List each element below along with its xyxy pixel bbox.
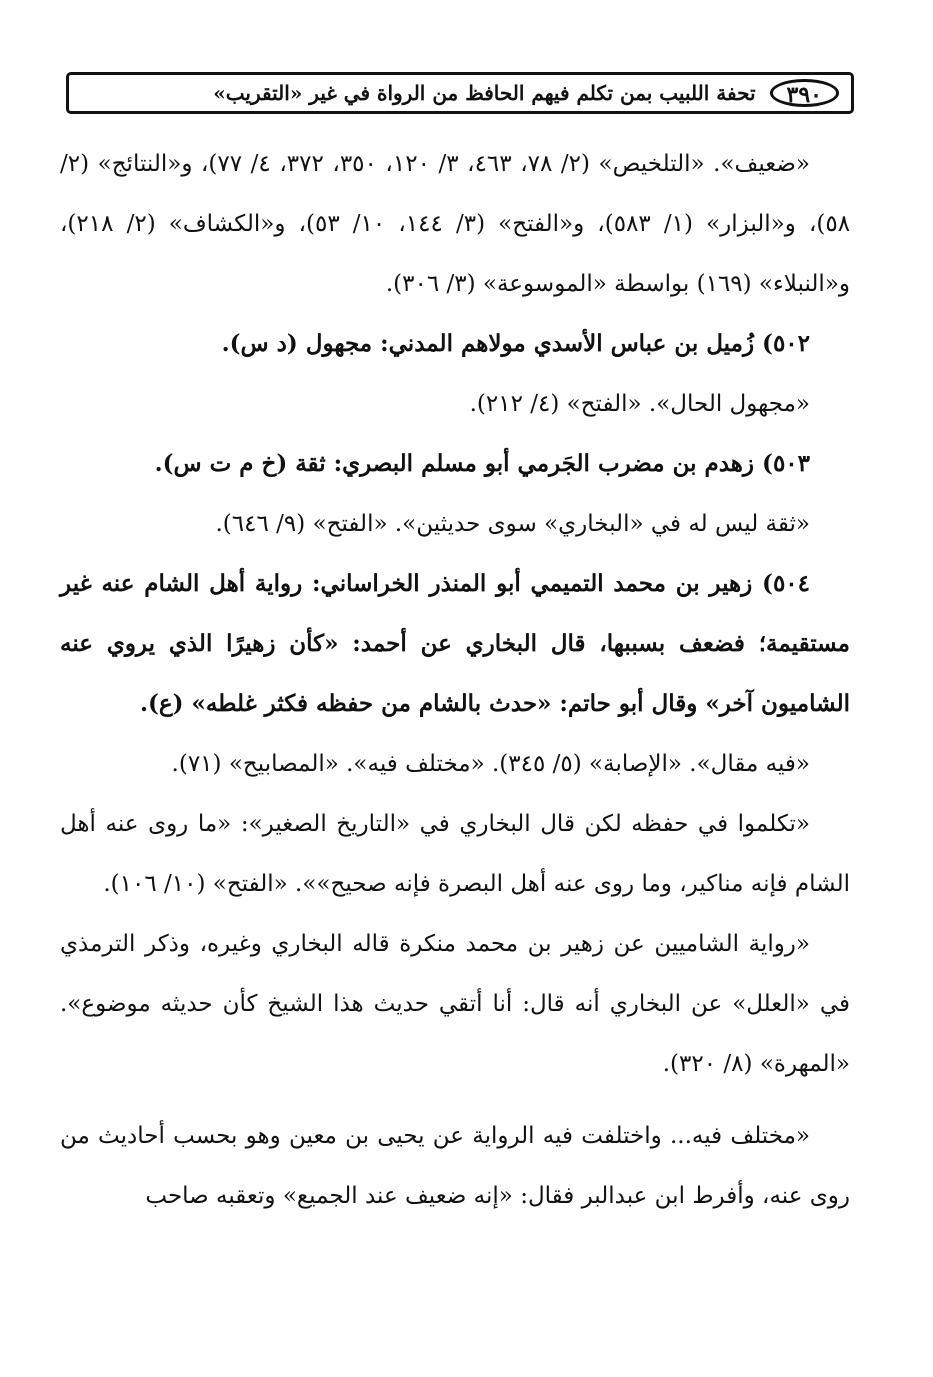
footnote-paragraph: «رواية الشاميين عن زهير بن محمد منكرة قاله البخاري وغيره، وذكر الترمذي في «العلل» عن البخاري أنه قال: أنا أتقي حديث هذا الشيخ كأن حديثه موضوع». «المهرة» (٨/ ٣٢٠).: [60, 931, 850, 1077]
footnote-paragraph: «تكلموا في حفظه لكن قال البخاري في «التاريخ الصغير»: «ما روى عنه أهل الشام فإنه مناكير، وما روى عنه أهل البصرة فإنه صحيح»». «الفتح» (١٠/ ١٠٦).: [60, 811, 850, 897]
page-number: ٣٩٠: [770, 79, 839, 107]
running-title: تحفة اللبيب بمن تكلم فيهم الحافظ من الرواة في غير «التقريب»: [213, 81, 756, 105]
footnote-paragraph: «فيه مقال». «الإصابة» (٥/ ٣٤٥). «مختلف فيه». «المصابيح» (٧١).: [171, 751, 810, 777]
running-header: [66, 72, 854, 114]
footnote-paragraph: «مختلف فيه... واختلفت فيه الرواية عن يحيى بن معين وهو بحسب أحاديث من روى عنه، وأفرط ابن عبدالبر فقال: «إنه ضعيف عند الجميع» وتعقبه صاحب: [60, 1123, 850, 1209]
footnote-paragraph: «ثقة ليس له في «البخاري» سوى حديثين». «الفتح» (٩/ ٦٤٦).: [215, 511, 810, 537]
narrator-entry-504: ٥٠٤) زهير بن محمد التميمي أبو المنذر الخراساني: رواية أهل الشام عنه غير مستقيمة؛ فضعف بسببها، قال البخاري عن أحمد: «كأن زهيرًا الذي يروي عنه الشاميون آخر» وقال أبو حاتم: «حدث بالشام من حفظه فكثر غلطه» (ع).: [60, 570, 850, 717]
page-body: [60, 134, 850, 1226]
footnote-paragraph: «مجهول الحال». «الفتح» (٤/ ٢١٢).: [469, 391, 810, 417]
footnote-paragraph: «ضعيف». «التلخيص» (٢/ ٧٨، ٤٦٣، ٣/ ١٢٠، ٣٥٠، ٣٧٢، ٤/ ٧٧)، و«النتائج» (٢/ ٥٨)، و«البزار» (١/ ٥٨٣)، و«الفتح» (٣/ ١٤٤، ١٠/ ٥٣)، و«الكشاف» (٢/ ٢١٨)، و«النبلاء» (١٦٩) بواسطة «الموسوعة» (٣/ ٣٠٦).: [60, 151, 851, 297]
narrator-entry-503: ٥٠٣) زهدم بن مضرب الجَرمي أبو مسلم البصري: ثقة (خ م ت س).: [154, 450, 810, 477]
narrator-entry-502: ٥٠٢) زُميل بن عباس الأسدي مولاهم المدني: مجهول (د س).: [221, 330, 810, 357]
